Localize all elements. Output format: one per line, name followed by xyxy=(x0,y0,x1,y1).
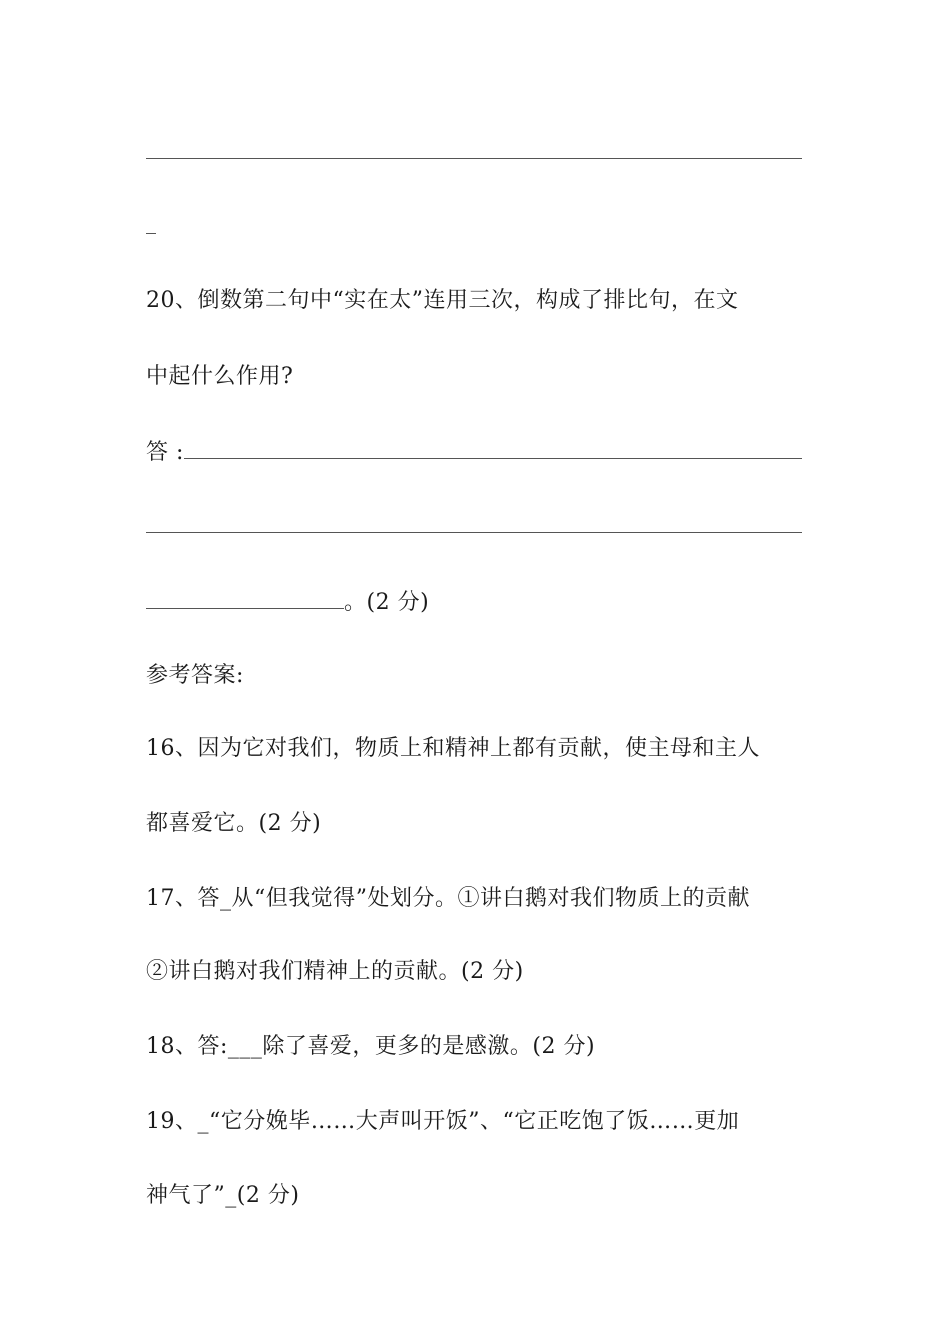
answer-16-line-1: 16、因为它对我们，物质上和精神上都有贡献，使主母和主人 xyxy=(146,736,760,761)
answer-blank-tail xyxy=(146,233,156,234)
answer-blank-line xyxy=(184,436,802,459)
answer-blank-line xyxy=(146,158,802,159)
answer-17-line-1: 17、答_从“但我觉得”处划分。①讲白鹅对我们物质上的贡献 xyxy=(146,886,750,911)
answer-label: 答 : xyxy=(146,440,184,465)
score-label: 。(2 分) xyxy=(344,590,430,615)
answer-blank-line xyxy=(146,586,344,609)
answer-blank-line xyxy=(146,532,802,533)
reference-heading: 参考答案: xyxy=(146,663,244,688)
question-20-score-row xyxy=(146,586,429,618)
answer-19-line-2: 神气了”_(2 分) xyxy=(146,1183,300,1208)
answer-17-line-2: ②讲白鹅对我们精神上的贡献。(2 分) xyxy=(146,959,524,984)
answer-19-line-1: 19、_“它分娩毕……大声叫开饭”、“它正吃饱了饭……更加 xyxy=(146,1109,740,1134)
question-20-line-2: 中起什么作用? xyxy=(146,364,294,389)
question-20-line-1: 20、倒数第二句中“实在太”连用三次，构成了排比句，在文 xyxy=(146,288,739,313)
answer-18: 18、答:___除了喜爱，更多的是感激。(2 分) xyxy=(146,1034,596,1059)
answer-16-line-2: 都喜爱它。(2 分) xyxy=(146,811,322,836)
question-20-answer-row xyxy=(146,436,802,468)
